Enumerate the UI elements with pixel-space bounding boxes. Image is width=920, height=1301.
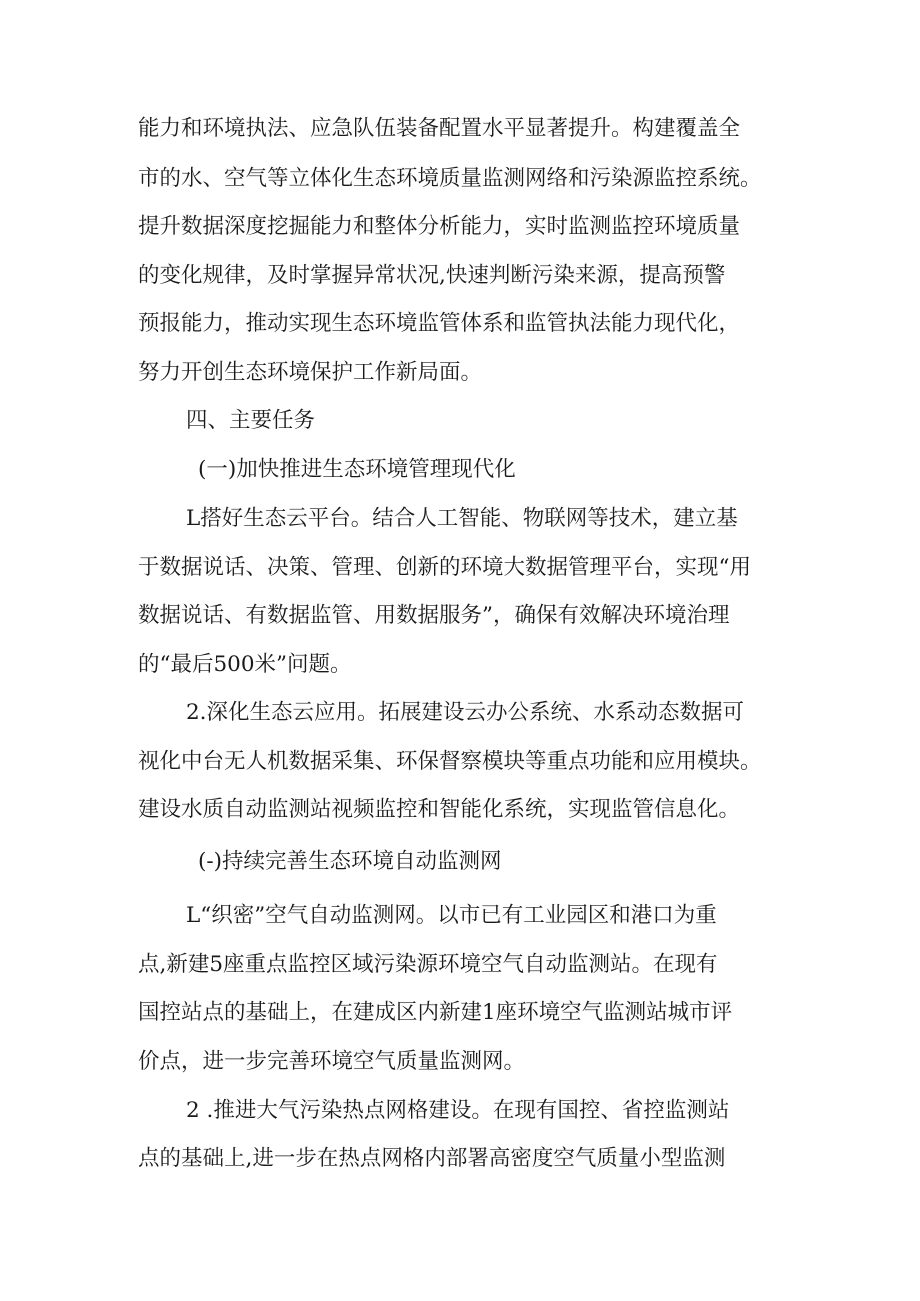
text-line: 数据说话、有数据监管、用数据服务”，确保有效解决环境治理	[138, 603, 730, 628]
text-line: 的“最后500米”问题。	[138, 652, 352, 677]
text-line: 于数据说话、决策、管理、创新的环境大数据管理平台，实现“用	[138, 555, 751, 580]
text-line: L搭好生态云平台。结合人工智能、物联网等技术，建立基	[186, 506, 738, 531]
section-heading: 四、主要任务	[186, 408, 316, 433]
text-line: 2.深化生态云应用。拓展建设云办公系统、水系动态数据可	[186, 700, 745, 725]
text-line: 国控站点的基础上，在建成区内新建1座环境空气监测站城市评	[138, 1000, 733, 1025]
text-line: 市的水、空气等立体化生态环境质量监测网络和污染源监控系统。	[138, 166, 762, 191]
text-line: 的变化规律，及时掌握异常状况,快速判断污染来源，提高预警	[138, 263, 726, 288]
text-line: L“织密”空气自动监测网。以市已有工业园区和港口为重	[186, 903, 717, 928]
text-line: 2 .推进大气污染热点网格建设。在现有国控、省控监测站	[186, 1098, 730, 1123]
text-line: 提升数据深度挖掘能力和整体分析能力，实时监测监控环境质量	[138, 214, 741, 239]
text-line: 点的基础上,进一步在热点网格内部署高密度空气质量小型监测	[138, 1146, 726, 1171]
text-line: 预报能力，推动实现生态环境监管体系和监管执法能力现代化，	[138, 311, 741, 336]
text-line: 建设水质自动监测站视频监控和智能化系统，实现监管信息化。	[138, 797, 741, 822]
text-line: 价点，进一步完善环境空气质量监测网。	[138, 1049, 526, 1074]
text-line: 努力开创生态环境保护工作新局面。	[138, 360, 483, 385]
text-line: 视化中台无人机数据采集、环保督察模块等重点功能和应用模块。	[138, 749, 762, 774]
text-line: 点,新建5座重点监控区域污染源环境空气自动监测站。在现有	[138, 952, 718, 977]
subsection-heading: (一)加快推进生态环境管理现代化	[198, 457, 516, 482]
text-line: 能力和环境执法、应急队伍装备配置水平显著提升。构建覆盖全	[138, 116, 741, 141]
subsection-heading: (-)持续完善生态环境自动监测网	[198, 849, 502, 874]
